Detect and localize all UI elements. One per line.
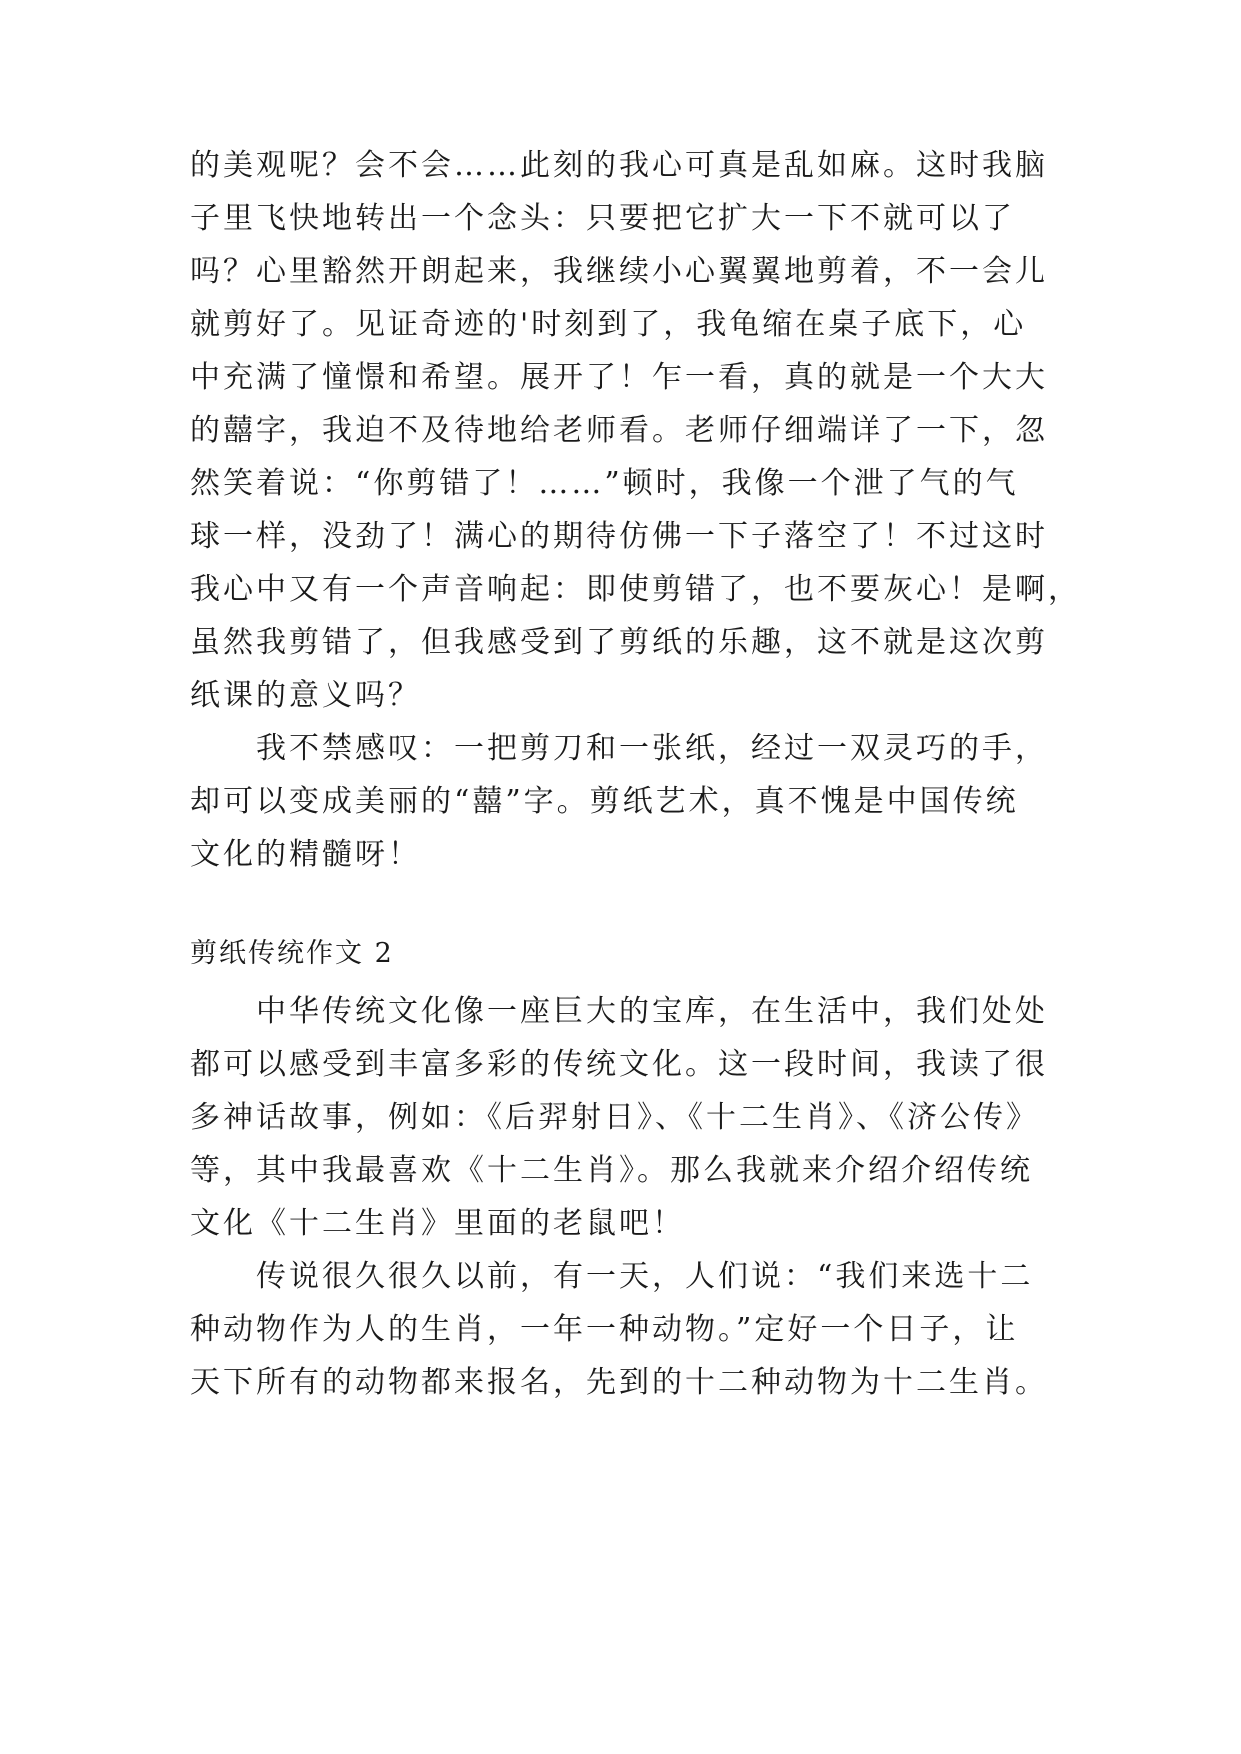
text-line: 传说很久很久以前，有一天，人们说：“我们来选十二: [256, 1259, 1034, 1294]
text-line: 中充满了憧憬和希望。展开了！乍一看，真的就是一个大大: [190, 360, 1048, 395]
text-line: 天下所有的动物都来报名，先到的十二种动物为十二生肖。: [190, 1365, 1048, 1400]
text-line: 多神话故事，例如：《后羿射日》、《十二生肖》、《济公传》: [190, 1100, 1039, 1135]
text-line: 中华传统文化像一座巨大的宝库，在生活中，我们处处: [256, 994, 1048, 1029]
text-line: 虽然我剪错了，但我感受到了剪纸的乐趣，这不就是这次剪: [190, 625, 1048, 660]
text-line: 等，其中我最喜欢《十二生肖》。那么我就来介绍介绍传统: [190, 1153, 1033, 1188]
text-line: 然笑着说：“你剪错了！……”顿时，我像一个泄了气的气: [190, 466, 1019, 501]
text-line: 我不禁感叹：一把剪刀和一张纸，经过一双灵巧的手，: [256, 731, 1048, 766]
section-title: 剪纸传统作文 2: [190, 938, 394, 969]
text-line: 就剪好了。见证奇迹的'时刻到了，我龟缩在桌子底下，心: [190, 307, 1027, 342]
text-line: 子里飞快地转出一个念头：只要把它扩大一下不就可以了: [190, 201, 1015, 236]
text-line: 种动物作为人的生肖，一年一种动物。”定好一个日子，让: [190, 1312, 1019, 1347]
text-line: 文化的精髓呀！: [190, 837, 421, 872]
text-line: 的囍字，我迫不及待地给老师看。老师仔细端详了一下，忽: [190, 413, 1048, 448]
text-line: 球一样，没劲了！满心的期待仿佛一下子落空了！不过这时: [190, 519, 1048, 554]
text-line: 却可以变成美丽的“囍”字。剪纸艺术，真不愧是中国传统: [190, 784, 1019, 819]
text-line: 我心中又有一个声音响起：即使剪错了，也不要灰心！是啊，: [190, 572, 1081, 607]
text-line: 吗？心里豁然开朗起来，我继续小心翼翼地剪着，不一会儿: [190, 254, 1048, 289]
text-line: 纸课的意义吗？: [190, 678, 421, 713]
text-line: 文化《十二生肖》里面的老鼠吧！: [190, 1206, 685, 1241]
text-line: 的美观呢？会不会……此刻的我心可真是乱如麻。这时我脑: [190, 148, 1048, 183]
text-line: 都可以感受到丰富多彩的传统文化。这一段时间，我读了很: [190, 1047, 1048, 1082]
